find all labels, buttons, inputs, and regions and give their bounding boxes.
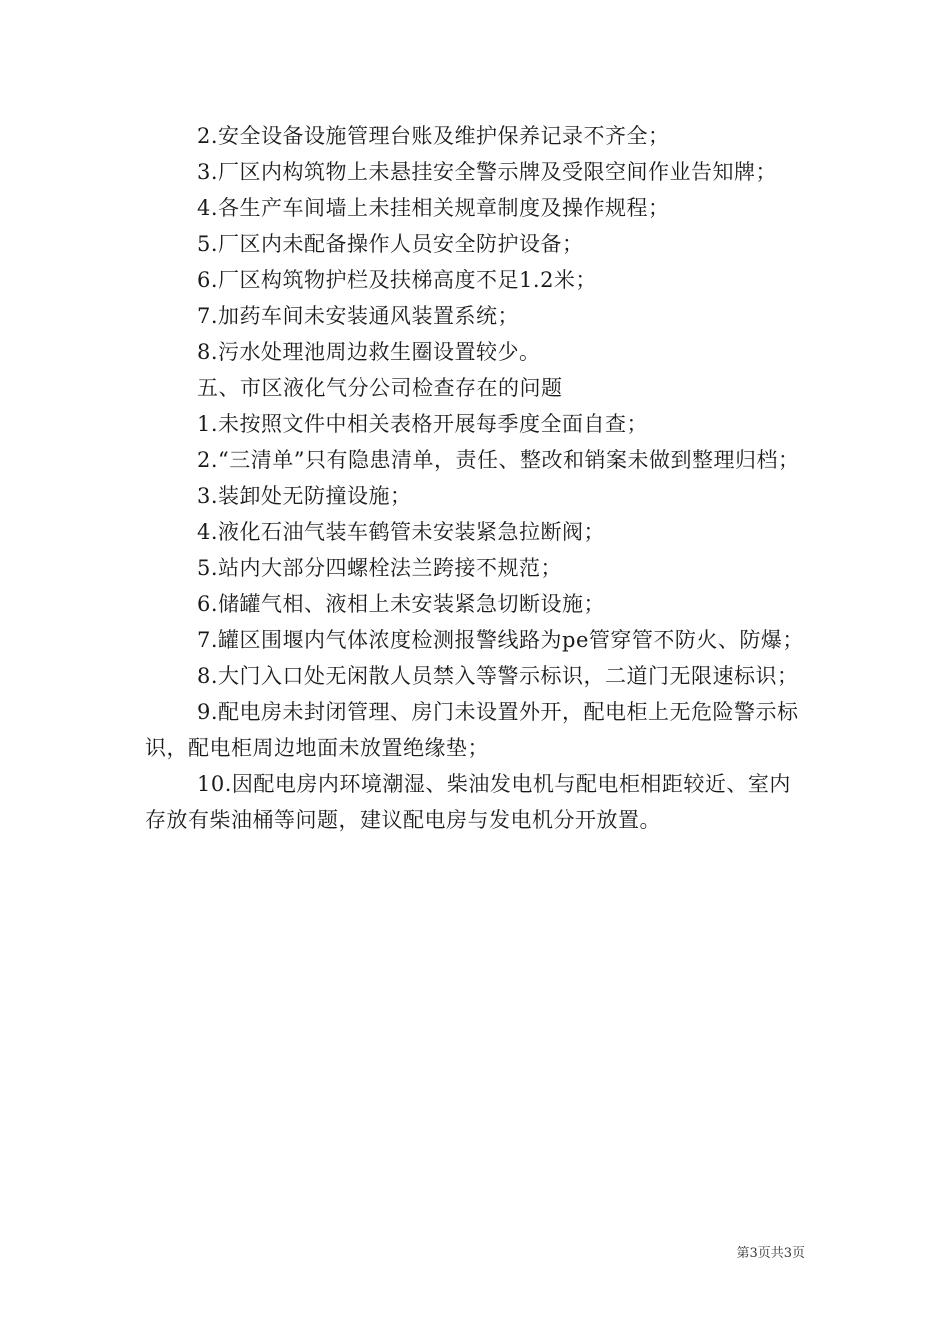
list-item: 4.各生产车间墙上未挂相关规章制度及操作规程； — [197, 196, 670, 220]
list-item: 7.罐区围堰内气体浓度检测报警线路为pe管穿管不防火、防爆； — [197, 628, 804, 652]
list-item: 5.厂区内未配备操作人员安全防护设备； — [197, 232, 584, 256]
page-number-footer: 第3页共3页 — [736, 1246, 805, 1261]
list-item: 4.液化石油气装车鹤管未安装紧急拉断阀； — [197, 520, 606, 544]
list-item: 6.储罐气相、液相上未安装紧急切断设施； — [197, 592, 606, 616]
list-item: 10.因配电房内环境潮湿、柴油发电机与配电柜相距较近、室内存放有柴油桶等问题，建议配电房与发电机分开放置。 — [145, 772, 791, 832]
list-item: 7.加药车间未安装通风装置系统； — [197, 304, 520, 328]
list-item: 3.装卸处无防撞设施； — [197, 484, 412, 508]
list-item: 2.“三清单”只有隐患清单，责任、整改和销案未做到整理归档； — [197, 448, 800, 472]
list-item: 8.污水处理池周边救生圈设置较少。 — [197, 340, 541, 364]
list-item: 8.大门入口处无闲散人员禁入等警示标识，二道门无限速标识； — [197, 664, 799, 688]
list-item: 5.站内大部分四螺栓法兰跨接不规范； — [197, 556, 563, 580]
list-item: 1.未按照文件中相关表格开展每季度全面自查； — [197, 412, 649, 436]
document-body — [145, 118, 810, 838]
list-item: 9.配电房未封闭管理、房门未设置外开，配电柜上无危险警示标识，配电柜周边地面未放置绝缘垫； — [145, 700, 799, 760]
list-item: 3.厂区内构筑物上未悬挂安全警示牌及受限空间作业告知牌； — [197, 160, 778, 184]
list-item: 6.厂区构筑物护栏及扶梯高度不足1.2米； — [197, 268, 597, 292]
list-item: 2.安全设备设施管理台账及维护保养记录不齐全； — [197, 124, 670, 148]
section-heading: 五、市区液化气分公司检查存在的问题 — [197, 376, 563, 400]
